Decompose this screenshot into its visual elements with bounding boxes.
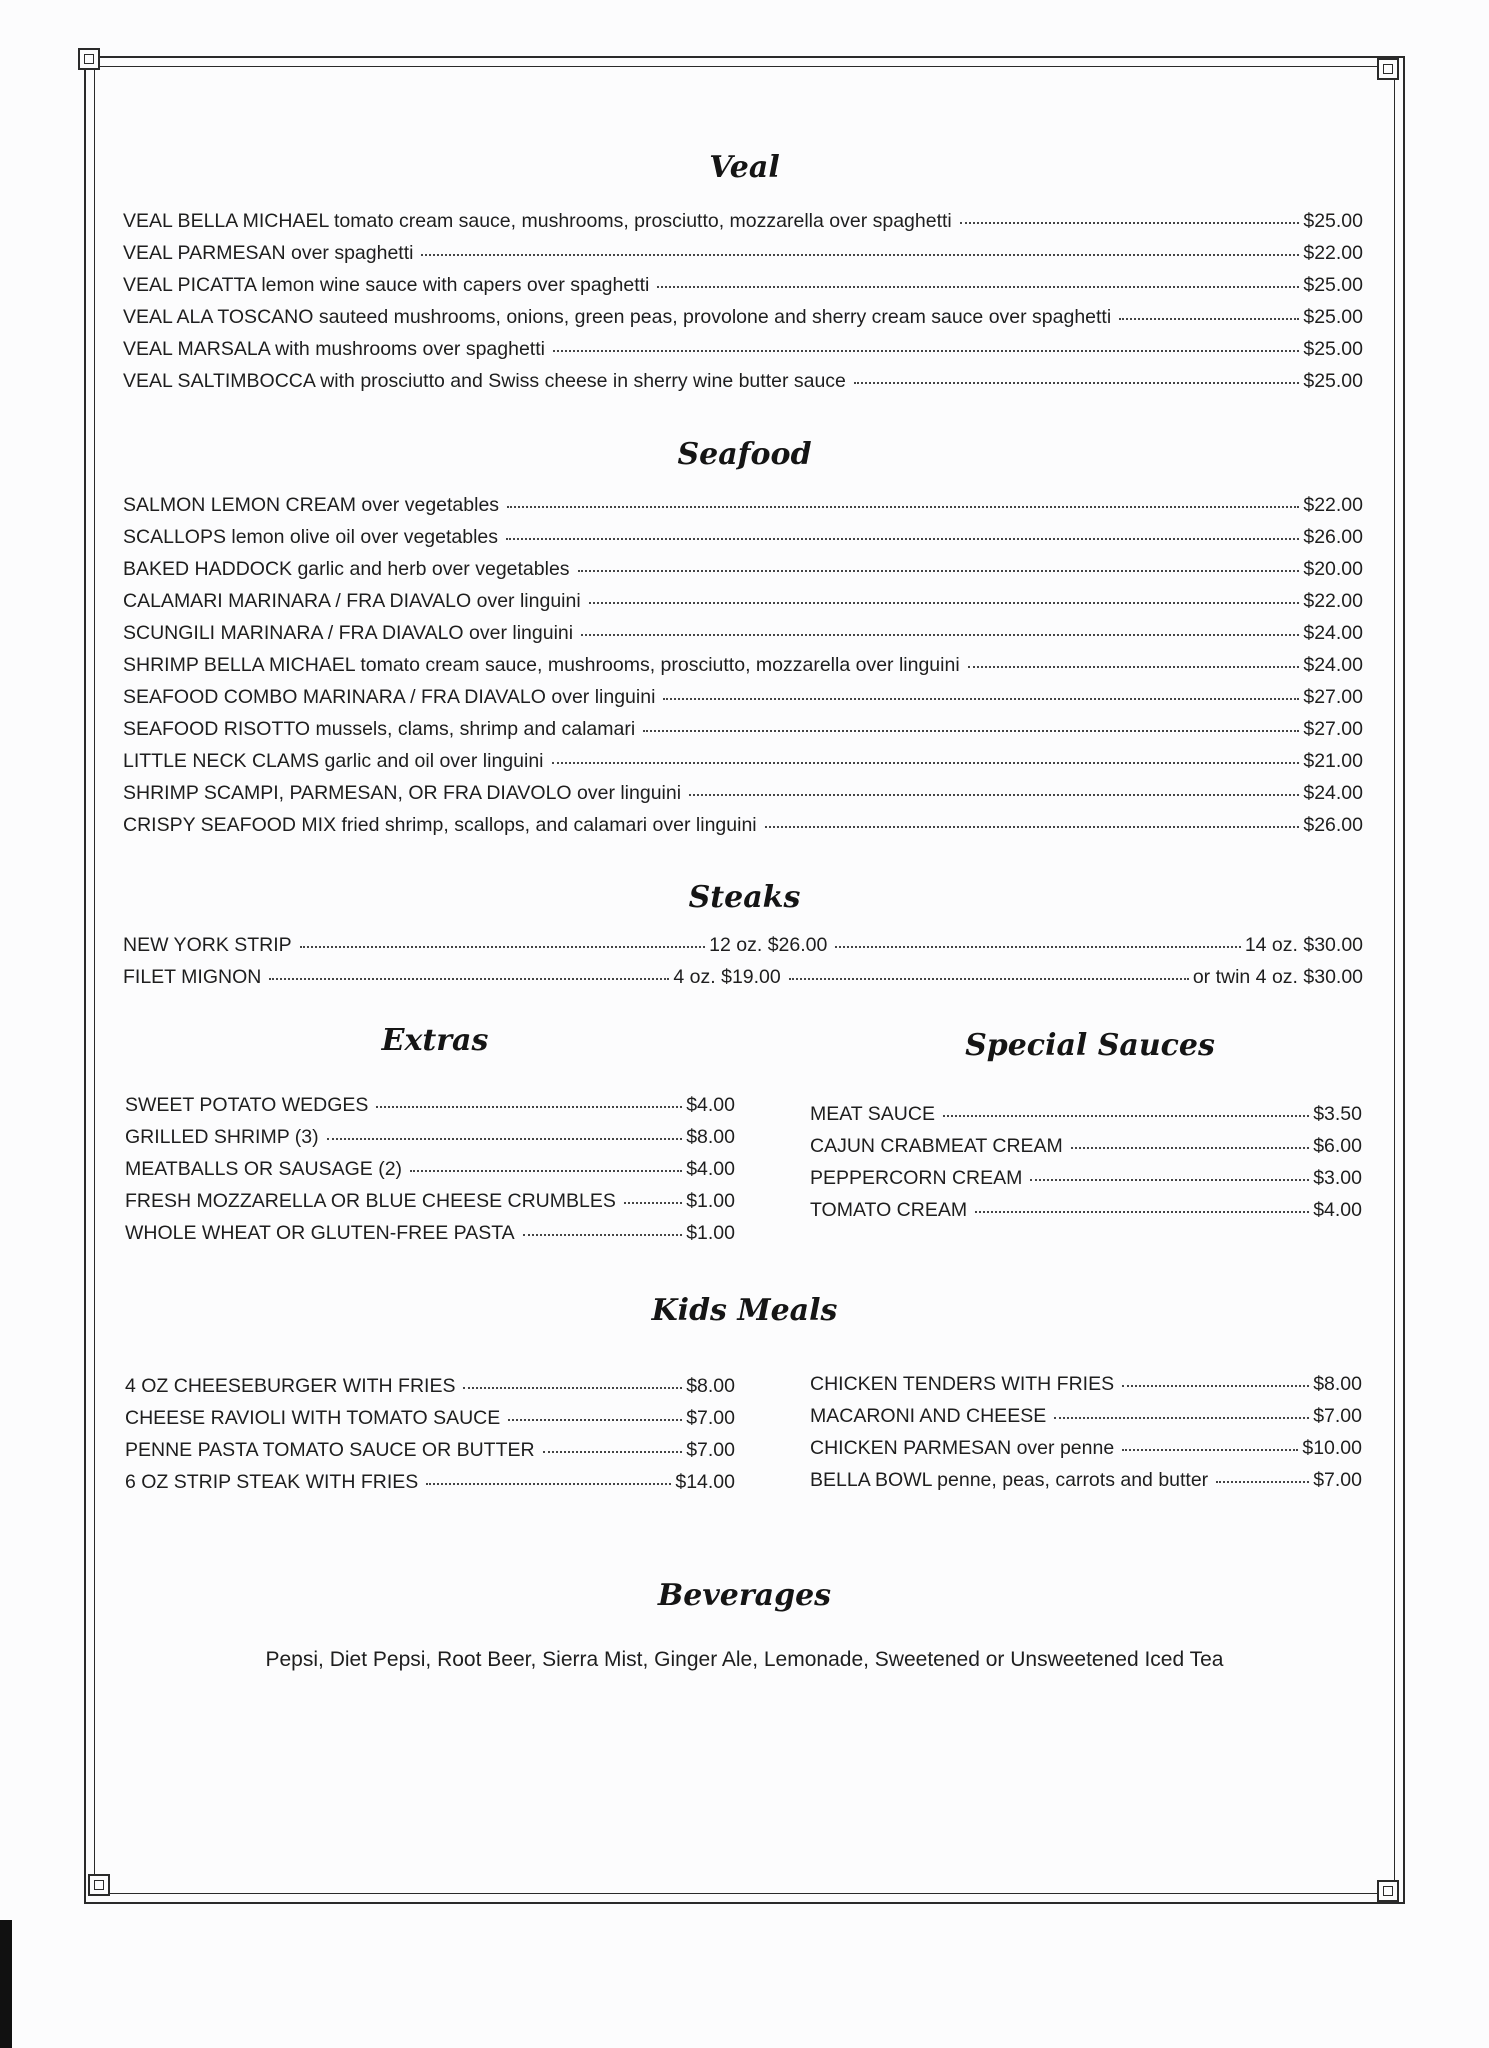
scan-edge	[0, 1920, 12, 2048]
item-name: FRESH MOZZARELLA OR BLUE CHEESE CRUMBLES	[125, 1190, 616, 1212]
item-name: TOMATO CREAM	[810, 1199, 968, 1221]
dot-leader	[663, 698, 1299, 700]
item-name: VEAL ALA TOSCANO sauteed mushrooms, onions, green peas, provolone and sherry cream sauce over spaghetti	[123, 306, 1112, 328]
menu-item	[810, 1167, 1362, 1199]
item-price: $4.00	[686, 1158, 735, 1180]
menu-item	[123, 526, 1363, 558]
dot-leader	[327, 1138, 683, 1140]
dot-leader	[975, 1211, 1309, 1213]
item-name: CRISPY SEAFOOD MIX fried shrimp, scallops, and calamari over linguini	[123, 814, 757, 836]
item-price: $3.00	[1313, 1167, 1362, 1189]
menu-item	[810, 1103, 1362, 1135]
dot-leader	[1122, 1449, 1298, 1451]
item-price: $7.00	[686, 1407, 735, 1429]
menu-item	[123, 242, 1363, 274]
dot-leader	[581, 634, 1299, 636]
dot-leader	[789, 978, 1189, 980]
dot-leader	[1216, 1481, 1309, 1483]
menu-item	[123, 338, 1363, 370]
dot-leader	[968, 666, 1300, 668]
extras-heading: Extras	[381, 1023, 489, 1058]
item-price: $8.00	[1313, 1373, 1362, 1395]
item-price: $20.00	[1303, 558, 1363, 580]
item-price: $27.00	[1303, 718, 1363, 740]
item-name: VEAL PICATTA lemon wine sauce with capers over spaghetti	[123, 274, 650, 296]
menu-item	[123, 494, 1363, 526]
item-price: $26.00	[1303, 526, 1363, 548]
item-name: PENNE PASTA TOMATO SAUCE OR BUTTER	[125, 1439, 535, 1461]
dot-leader	[765, 826, 1300, 828]
dot-leader	[1054, 1417, 1309, 1419]
steaks-heading: Steaks	[688, 880, 801, 915]
item-price: $25.00	[1303, 370, 1363, 392]
item-price: $22.00	[1303, 590, 1363, 612]
dot-leader	[589, 602, 1300, 604]
dot-leader	[689, 794, 1299, 796]
item-name: 4 OZ CHEESEBURGER WITH FRIES	[125, 1375, 456, 1397]
item-price: $7.00	[1313, 1469, 1362, 1491]
item-price: $24.00	[1303, 654, 1363, 676]
item-name: SHRIMP BELLA MICHAEL tomato cream sauce, mushrooms, prosciutto, mozzarella over linguini	[123, 654, 960, 676]
dot-leader	[835, 946, 1240, 948]
menu-item	[810, 1405, 1362, 1437]
dot-leader	[507, 506, 1299, 508]
menu-item	[810, 1469, 1362, 1501]
menu-item	[123, 782, 1363, 814]
menu-item	[125, 1471, 735, 1503]
item-name: CHICKEN PARMESAN over penne	[810, 1437, 1115, 1459]
dot-leader	[657, 286, 1299, 288]
special-sauces-heading: Special Sauces	[965, 1028, 1215, 1063]
item-price-large: 14 oz. $30.00	[1244, 934, 1364, 956]
menu-item	[123, 622, 1363, 654]
item-name: VEAL PARMESAN over spaghetti	[123, 242, 414, 264]
dot-leader	[1119, 318, 1299, 320]
veal-list	[123, 210, 1363, 402]
kids-meals-list-left	[125, 1375, 735, 1503]
kids-meals-heading: Kids Meals	[651, 1293, 838, 1328]
menu-item	[123, 934, 1363, 966]
item-price: $24.00	[1303, 782, 1363, 804]
item-name: SEAFOOD RISOTTO mussels, clams, shrimp and calamari	[123, 718, 636, 740]
item-price: $4.00	[1313, 1199, 1362, 1221]
item-name: GRILLED SHRIMP (3)	[125, 1126, 319, 1148]
item-price: $1.00	[686, 1222, 735, 1244]
special-sauces-list	[810, 1103, 1362, 1231]
dot-leader	[421, 254, 1299, 256]
item-name: MACARONI AND CHEESE	[810, 1405, 1047, 1427]
menu-item	[810, 1373, 1362, 1405]
item-price: $4.00	[686, 1094, 735, 1116]
item-price: $14.00	[675, 1471, 735, 1493]
item-price: $25.00	[1303, 306, 1363, 328]
menu-item	[123, 274, 1363, 306]
item-price: $22.00	[1303, 242, 1363, 264]
item-name: SCALLOPS lemon olive oil over vegetables	[123, 526, 499, 548]
item-price-small: 4 oz. $19.00	[673, 966, 781, 988]
item-price: $21.00	[1303, 750, 1363, 772]
menu-item	[123, 750, 1363, 782]
item-price: $8.00	[686, 1375, 735, 1397]
menu-item	[125, 1439, 735, 1471]
dot-leader	[643, 730, 1299, 732]
item-name: CHEESE RAVIOLI WITH TOMATO SAUCE	[125, 1407, 501, 1429]
item-price: $1.00	[686, 1190, 735, 1212]
menu-item	[123, 966, 1363, 998]
item-price: $6.00	[1313, 1135, 1362, 1157]
item-name: MEAT SAUCE	[810, 1103, 935, 1125]
dot-leader	[578, 570, 1300, 572]
item-name: BAKED HADDOCK garlic and herb over vegetables	[123, 558, 570, 580]
menu-item	[123, 590, 1363, 622]
menu-item	[810, 1135, 1362, 1167]
menu-item	[123, 686, 1363, 718]
item-name: LITTLE NECK CLAMS garlic and oil over linguini	[123, 750, 544, 772]
menu-item	[123, 558, 1363, 590]
item-name: SALMON LEMON CREAM over vegetables	[123, 494, 500, 516]
item-name: SCUNGILI MARINARA / FRA DIAVALO over linguini	[123, 622, 574, 644]
item-name: MEATBALLS OR SAUSAGE (2)	[125, 1158, 403, 1180]
item-name: VEAL BELLA MICHAEL tomato cream sauce, mushrooms, prosciutto, mozzarella over spaghetti	[123, 210, 952, 232]
dot-leader	[1071, 1147, 1309, 1149]
menu-item	[123, 306, 1363, 338]
menu-item	[125, 1407, 735, 1439]
item-price: $27.00	[1303, 686, 1363, 708]
item-name: BELLA BOWL penne, peas, carrots and butter	[810, 1469, 1209, 1491]
menu-item	[123, 718, 1363, 750]
dot-leader	[1122, 1385, 1309, 1387]
dot-leader	[943, 1115, 1309, 1117]
item-name: NEW YORK STRIP	[123, 934, 292, 956]
item-name: VEAL SALTIMBOCCA with prosciutto and Swiss cheese in sherry wine butter sauce	[123, 370, 846, 392]
dot-leader	[543, 1451, 683, 1453]
item-price: $10.00	[1302, 1437, 1362, 1459]
dot-leader	[300, 946, 705, 948]
dot-leader	[463, 1387, 682, 1389]
dot-leader	[523, 1234, 683, 1236]
item-name: CALAMARI MARINARA / FRA DIAVALO over linguini	[123, 590, 581, 612]
dot-leader	[376, 1106, 682, 1108]
corner-ornament	[78, 48, 100, 70]
item-name: PEPPERCORN CREAM	[810, 1167, 1023, 1189]
dot-leader	[269, 978, 669, 980]
menu-item	[125, 1094, 735, 1126]
dot-leader	[1030, 1179, 1309, 1181]
menu-item	[123, 814, 1363, 846]
item-price: $24.00	[1303, 622, 1363, 644]
item-name: SHRIMP SCAMPI, PARMESAN, OR FRA DIAVOLO over linguini	[123, 782, 682, 804]
menu-item	[125, 1158, 735, 1190]
dot-leader	[426, 1483, 671, 1485]
steaks-list	[123, 934, 1363, 998]
dot-leader	[553, 350, 1299, 352]
corner-ornament	[88, 1874, 110, 1896]
item-price: $25.00	[1303, 210, 1363, 232]
menu-item	[810, 1199, 1362, 1231]
menu-item	[125, 1190, 735, 1222]
item-name: SWEET POTATO WEDGES	[125, 1094, 369, 1116]
seafood-heading: Seafood	[677, 437, 812, 472]
dot-leader	[506, 538, 1299, 540]
item-name: 6 OZ STRIP STEAK WITH FRIES	[125, 1471, 419, 1493]
item-price: $25.00	[1303, 338, 1363, 360]
menu-item	[125, 1222, 735, 1254]
veal-heading: Veal	[709, 150, 780, 185]
item-price: $22.00	[1303, 494, 1363, 516]
item-name: CHICKEN TENDERS WITH FRIES	[810, 1373, 1115, 1395]
item-price: $26.00	[1303, 814, 1363, 836]
beverages-text: Pepsi, Diet Pepsi, Root Beer, Sierra Mist, Ginger Ale, Lemonade, Sweetened or Unsweetened Iced Tea	[265, 1648, 1224, 1671]
item-name: FILET MIGNON	[123, 966, 262, 988]
item-name: SEAFOOD COMBO MARINARA / FRA DIAVALO over linguini	[123, 686, 656, 708]
item-price: $7.00	[1313, 1405, 1362, 1427]
menu-item	[123, 654, 1363, 686]
menu-item	[810, 1437, 1362, 1469]
dot-leader	[854, 382, 1299, 384]
item-price-small: 12 oz. $26.00	[709, 934, 828, 956]
item-price: $3.50	[1313, 1103, 1362, 1125]
item-price: $7.00	[686, 1439, 735, 1461]
corner-ornament	[1377, 1880, 1399, 1902]
item-name: CAJUN CRABMEAT CREAM	[810, 1135, 1063, 1157]
item-name: WHOLE WHEAT OR GLUTEN-FREE PASTA	[125, 1222, 515, 1244]
item-price: $25.00	[1303, 274, 1363, 296]
dot-leader	[552, 762, 1300, 764]
kids-meals-list-right	[810, 1373, 1362, 1501]
corner-ornament	[1377, 58, 1399, 80]
dot-leader	[508, 1419, 682, 1421]
menu-item	[123, 210, 1363, 242]
menu-item	[125, 1126, 735, 1158]
dot-leader	[960, 222, 1300, 224]
item-price-large: or twin 4 oz. $30.00	[1192, 966, 1364, 988]
extras-list	[125, 1094, 735, 1254]
dot-leader	[624, 1202, 682, 1204]
seafood-list	[123, 494, 1363, 846]
item-name: VEAL MARSALA with mushrooms over spaghetti	[123, 338, 545, 360]
beverages-heading: Beverages	[657, 1578, 832, 1613]
item-price: $8.00	[686, 1126, 735, 1148]
menu-item	[125, 1375, 735, 1407]
dot-leader	[410, 1170, 682, 1172]
menu-item	[123, 370, 1363, 402]
